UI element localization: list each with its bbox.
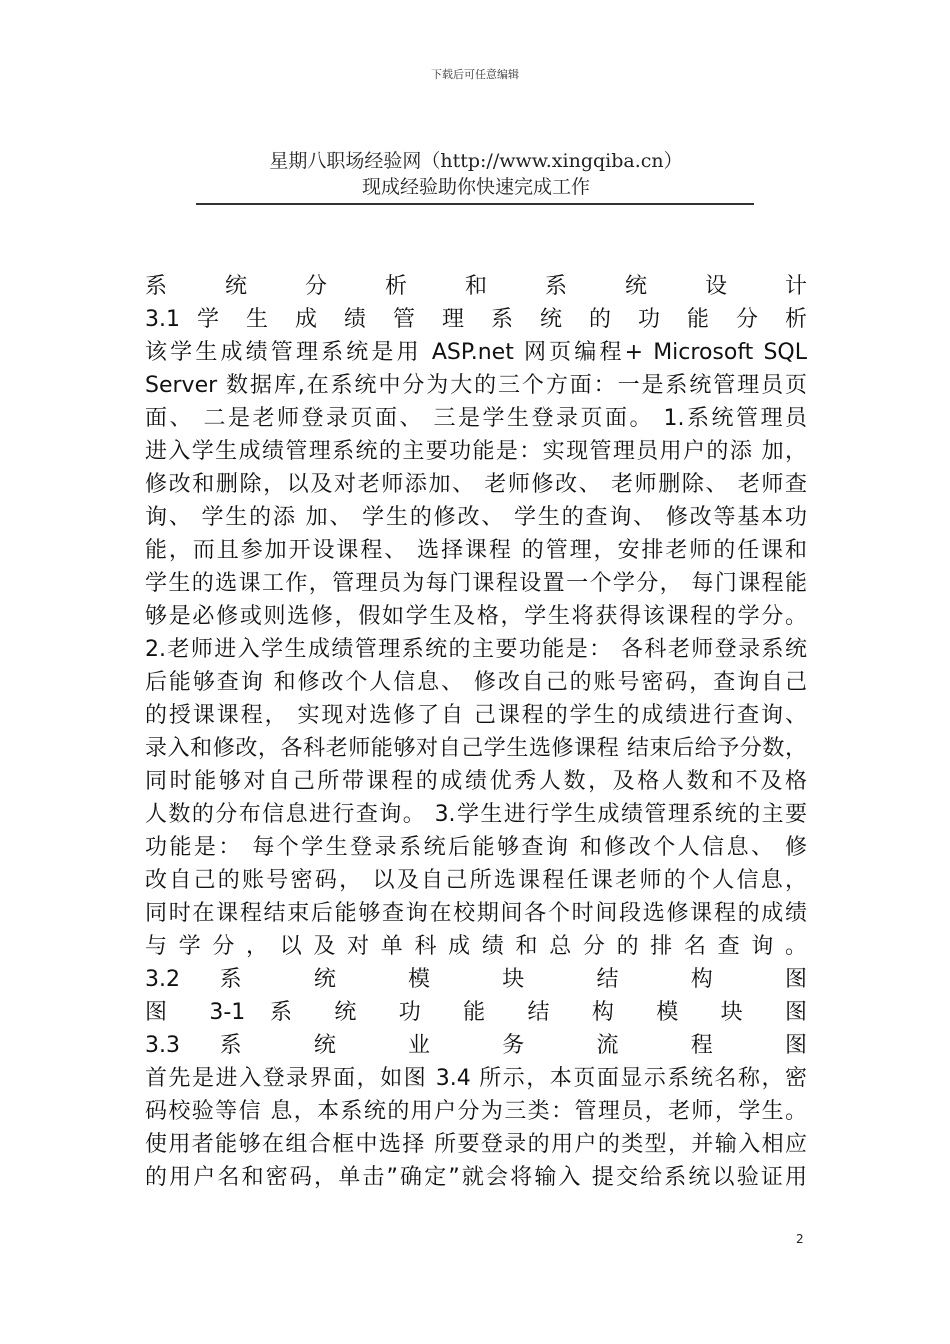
text-line: 该学生成绩管理系统是用 ASP.net 网页编程+ Microsoft SQL bbox=[145, 340, 807, 365]
text-line: 功能是： 每个学生登录系统后能够查询 和修改个人信息、 修 bbox=[145, 835, 807, 860]
text-line: 同时在课程结束后能够查询在校期间各个时间段选修课程的成绩 bbox=[145, 901, 807, 926]
text-line: 系 统 分 析 和 系 统 设 计 bbox=[145, 274, 807, 299]
text-line: 使用者能够在组合框中选择 所要登录的用户的类型，并输入相应 bbox=[145, 1132, 807, 1157]
text-line: 后能够查询 和修改个人信息、 修改自己的账号密码，查询自己 bbox=[145, 670, 807, 695]
header-note: 下载后可任意编辑 bbox=[431, 68, 519, 81]
text-line: 面、 二是老师登录页面、 三是学生登录页面。 1.系统管理员 bbox=[145, 406, 807, 431]
document-body bbox=[145, 270, 807, 1194]
page-number: 2 bbox=[796, 1232, 804, 1246]
section-heading: 3.3 系 统 业 务 流 程 图 bbox=[145, 1033, 807, 1058]
text-line: 能，而且参加开设课程、 选择课程 的管理，安排老师的任课和 bbox=[145, 538, 807, 563]
text-line: 够是必修或则选修，假如学生及格，学生将获得该课程的学分。 bbox=[145, 604, 807, 629]
text-line: 学生的选课工作，管理员为每门课程设置一个学分， 每门课程能 bbox=[145, 571, 807, 596]
text-line: Server 数据库,在系统中分为大的三个方面：一是系统管理员页 bbox=[145, 373, 807, 398]
site-banner bbox=[196, 148, 756, 200]
text-line: 修改和删除，以及对老师添加、 老师修改、 老师删除、 老师查 bbox=[145, 472, 807, 497]
banner-divider bbox=[196, 203, 754, 205]
text-line: 的用户名和密码，单击”确定”就会将输入 提交给系统以验证用 bbox=[145, 1165, 807, 1190]
text-line: 询、 学生的添 加、 学生的修改、 学生的查询、 修改等基本功 bbox=[145, 505, 807, 530]
text-line: 首先是进入登录界面，如图 3.4 所示，本页面显示系统名称，密 bbox=[145, 1066, 807, 1091]
text-line: 3.1 学 生 成 绩 管 理 系 统 的 功 能 分 析 bbox=[145, 307, 807, 332]
section-heading: 3.2 系 统 模 块 结 构 图 bbox=[145, 967, 807, 992]
figure-caption: 图 3-1 系 统 功 能 结 构 模 块 图 bbox=[145, 1000, 807, 1025]
text-line: 码校验等信 息，本系统的用户分为三类：管理员，老师，学生。 bbox=[145, 1099, 807, 1124]
text-line: 进入学生成绩管理系统的主要功能是：实现管理员用户的添 加， bbox=[145, 439, 807, 464]
banner-title: 星期八职场经验网（http://www.xingqiba.cn） bbox=[269, 150, 683, 172]
text-line: 2.老师进入学生成绩管理系统的主要功能是： 各科老师登录系统 bbox=[145, 637, 807, 662]
text-line: 人数的分布信息进行查询。 3.学生进行学生成绩管理系统的主要 bbox=[145, 802, 807, 827]
text-line: 与 学 分 ， 以 及 对 单 科 成 绩 和 总 分 的 排 名 查 询 。 bbox=[145, 934, 807, 959]
text-line: 录入和修改，各科老师能够对自己学生选修课程 结束后给予分数， bbox=[145, 736, 807, 761]
text-line: 改自己的账号密码， 以及自己所选课程任课老师的个人信息， bbox=[145, 868, 807, 893]
text-line: 的授课课程， 实现对选修了自 己课程的学生的成绩进行查询、 bbox=[145, 703, 807, 728]
text-line: 同时能够对自己所带课程的成绩优秀人数，及格人数和不及格 bbox=[145, 769, 807, 794]
banner-slogan: 现成经验助你快速完成工作 bbox=[361, 176, 590, 198]
